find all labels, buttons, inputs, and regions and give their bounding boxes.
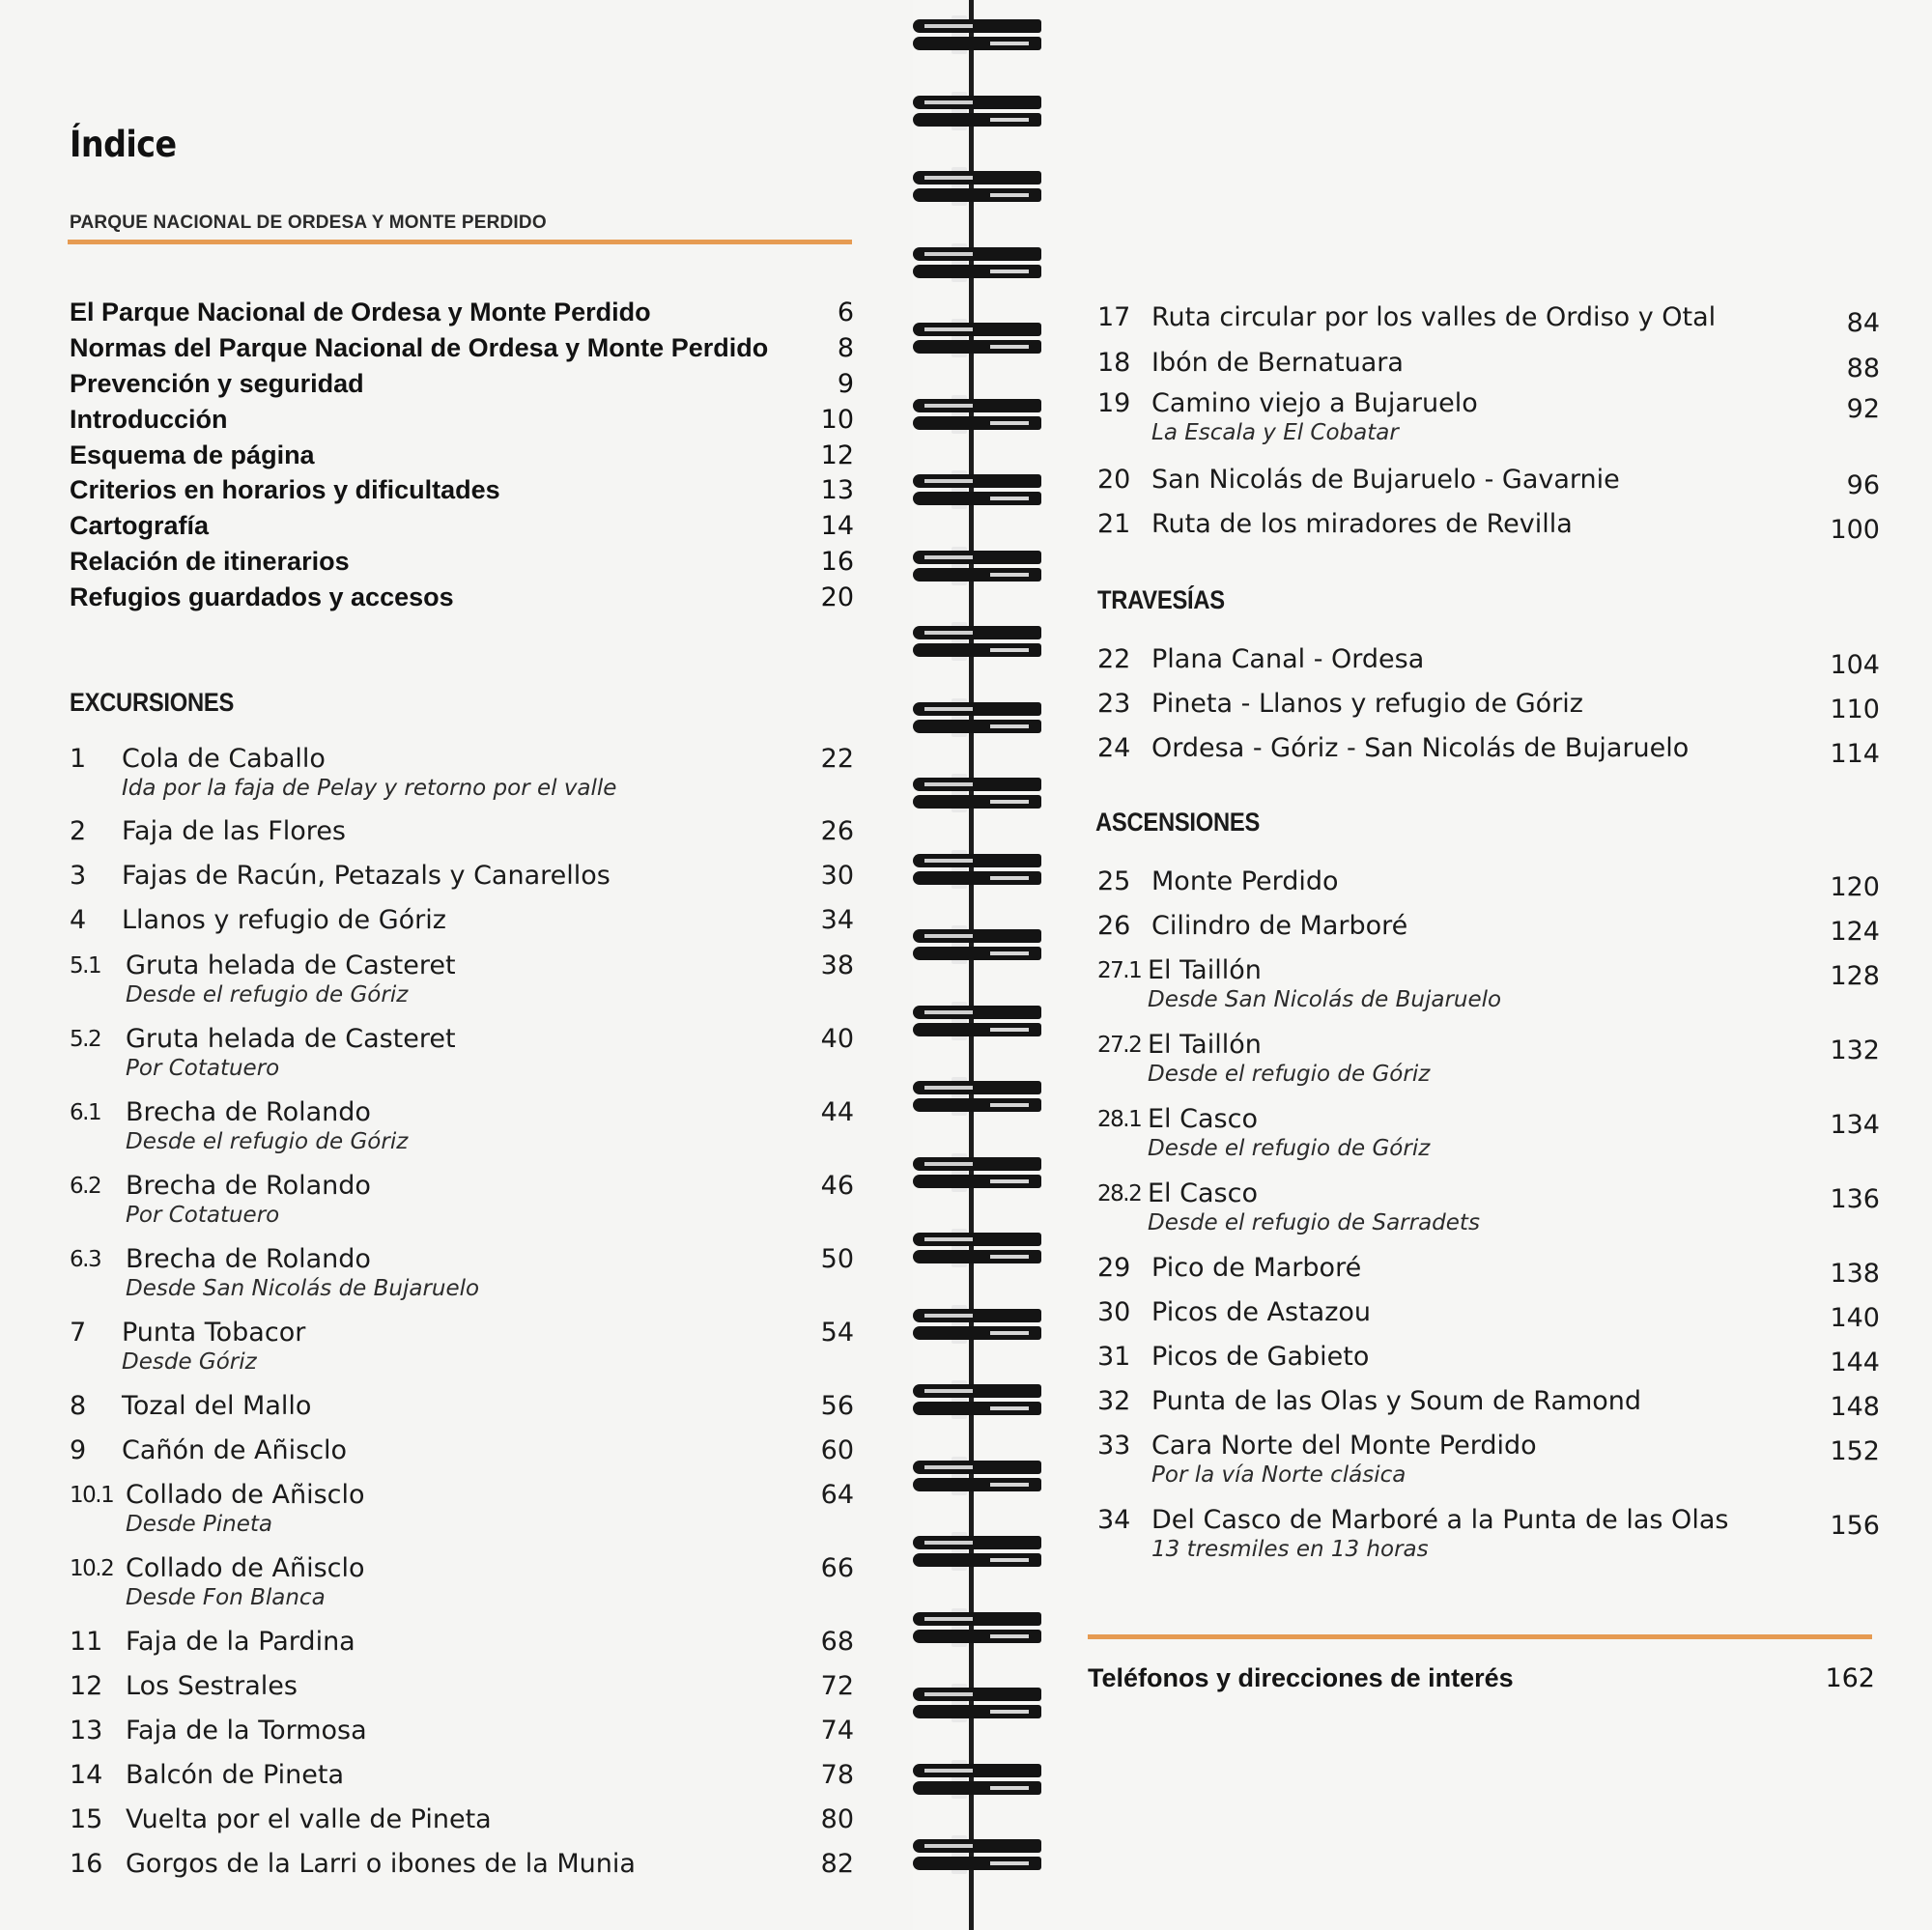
toc-entry[interactable]	[1097, 348, 1880, 383]
toc-entry[interactable]	[70, 1553, 854, 1617]
entry-subtitle: La Escala y El Cobatar	[1151, 420, 1399, 445]
entry-number: 14	[70, 1760, 103, 1790]
entry-page-number: 114	[1830, 739, 1880, 769]
spiral-coil	[913, 1608, 1041, 1647]
entry-number: 33	[1097, 1431, 1131, 1461]
entry-title: Llanos y refugio de Góriz	[122, 905, 446, 935]
entry-page-number: 134	[1830, 1110, 1880, 1140]
toc-entry[interactable]	[70, 1171, 854, 1235]
toc-entry[interactable]	[1097, 1297, 1880, 1332]
entry-subtitle: Por Cotatuero	[126, 1056, 280, 1081]
entry-page-number: 156	[1830, 1511, 1880, 1541]
intro-item-page: 9	[837, 368, 854, 399]
entry-number: 19	[1097, 388, 1131, 418]
spiral-coil	[913, 925, 1041, 964]
entry-title: Brecha de Rolando	[126, 1097, 371, 1127]
entry-number: 18	[1097, 348, 1131, 378]
toc-entry[interactable]	[1097, 911, 1880, 946]
toc-entry[interactable]	[1097, 955, 1880, 1019]
entry-title: Picos de Astazou	[1151, 1297, 1372, 1327]
spiral-coil	[913, 15, 1041, 54]
entry-page-number: 80	[820, 1804, 854, 1834]
entry-title: Fajas de Racún, Petazals y Canarellos	[122, 861, 611, 891]
entry-subtitle: 13 tresmiles en 13 horas	[1151, 1537, 1429, 1562]
entry-title: Del Casco de Marboré a la Punta de las Olas	[1151, 1505, 1729, 1535]
entry-page-number: 82	[820, 1849, 854, 1879]
spiral-coil	[913, 774, 1041, 812]
intro-item-label: Normas del Parque Nacional de Ordesa y Monte Perdido	[70, 332, 769, 362]
entry-page-number: 138	[1830, 1259, 1880, 1289]
intro-item-label: Relación de itinerarios	[70, 547, 350, 577]
entry-number: 24	[1097, 733, 1131, 763]
entry-page-number: 92	[1846, 394, 1880, 424]
entry-title: Collado de Añisclo	[126, 1480, 365, 1510]
intro-item-label: Cartografía	[70, 511, 210, 541]
entry-page-number: 78	[820, 1760, 854, 1790]
entry-number: 4	[70, 905, 87, 935]
toc-entry[interactable]	[1097, 1342, 1880, 1377]
entry-number: 16	[70, 1849, 103, 1879]
toc-entry[interactable]	[70, 951, 854, 1014]
intro-item[interactable]	[70, 295, 854, 330]
footer-entry[interactable]	[1088, 1663, 1875, 1693]
entry-page-number: 132	[1830, 1036, 1880, 1065]
entry-title: Gruta helada de Casteret	[126, 951, 456, 980]
spiral-coil	[913, 622, 1041, 661]
entry-number: 11	[70, 1627, 103, 1657]
entry-subtitle: Desde Góriz	[122, 1349, 257, 1375]
spiral-coil	[913, 1229, 1041, 1267]
intro-item[interactable]	[70, 366, 854, 402]
entry-number: 3	[70, 861, 87, 891]
entry-title: Ruta de los miradores de Revilla	[1151, 509, 1573, 539]
toc-entry[interactable]	[70, 1391, 854, 1426]
entry-title: El Casco	[1148, 1178, 1258, 1208]
entry-page-number: 38	[820, 951, 854, 980]
entry-title: Faja de la Tormosa	[126, 1716, 367, 1746]
travesias-heading: TRAVESÍAS	[1097, 585, 1225, 614]
entry-page-number: 110	[1830, 695, 1880, 724]
toc-entry[interactable]	[70, 1716, 854, 1750]
entry-title: Tozal del Mallo	[122, 1391, 312, 1421]
toc-entry[interactable]	[1097, 689, 1880, 724]
entry-subtitle: Desde el refugio de Góriz	[1148, 1136, 1431, 1161]
entry-number: 2	[70, 816, 87, 846]
entry-page-number: 84	[1846, 308, 1880, 338]
entry-subtitle: Desde el refugio de Góriz	[126, 982, 409, 1008]
entry-page-number: 88	[1846, 354, 1880, 383]
toc-entry[interactable]	[70, 1849, 854, 1884]
entry-title: Ibón de Bernatuara	[1151, 348, 1404, 378]
entry-number: 22	[1097, 644, 1131, 674]
entry-number: 32	[1097, 1386, 1131, 1416]
entry-subtitle: Desde Fon Blanca	[126, 1585, 326, 1610]
spiral-coil	[913, 243, 1041, 282]
entry-page-number: 96	[1846, 470, 1880, 500]
intro-item[interactable]	[70, 580, 854, 615]
entry-number: 8	[70, 1391, 87, 1421]
spiral-coil	[913, 698, 1041, 737]
entry-page-number: 56	[820, 1391, 854, 1421]
ascensiones-heading: ASCENSIONES	[1095, 808, 1261, 837]
spiral-coil	[913, 167, 1041, 206]
toc-entry[interactable]	[70, 1671, 854, 1706]
entry-page-number: 54	[820, 1318, 854, 1348]
entry-page-number: 34	[820, 905, 854, 935]
entry-title: Vuelta por el valle de Pineta	[126, 1804, 492, 1834]
spiral-coil	[913, 1760, 1041, 1799]
entry-page-number: 144	[1830, 1348, 1880, 1377]
entry-page-number: 128	[1830, 961, 1880, 991]
entry-number: 20	[1097, 465, 1131, 495]
spiral-coil	[913, 1835, 1041, 1874]
entry-number: 17	[1097, 302, 1131, 332]
toc-entry[interactable]	[1097, 1253, 1880, 1288]
intro-item-label: Introducción	[70, 404, 228, 434]
entry-title: Monte Perdido	[1151, 866, 1339, 896]
spiral-coil	[913, 319, 1041, 357]
intro-item[interactable]	[70, 544, 854, 580]
entry-number: 28.2	[1097, 1181, 1142, 1206]
excursiones-heading: EXCURSIONES	[70, 688, 235, 717]
intro-item-page: 16	[820, 547, 854, 578]
intro-item-label: Esquema de página	[70, 440, 315, 469]
entry-page-number: 136	[1830, 1184, 1880, 1214]
entry-page-number: 60	[820, 1435, 854, 1465]
entry-subtitle: Desde el refugio de Góriz	[126, 1129, 409, 1154]
toc-entry[interactable]	[1097, 465, 1880, 499]
entry-number: 10.1	[70, 1483, 114, 1508]
entry-page-number: 152	[1830, 1436, 1880, 1466]
entry-number: 28.1	[1097, 1107, 1142, 1132]
toc-entry[interactable]	[1097, 1030, 1880, 1093]
entry-page-number: 100	[1830, 515, 1880, 545]
entry-title: El Taillón	[1148, 1030, 1262, 1060]
entry-subtitle: Ida por la faja de Pelay y retorno por el valle	[122, 776, 617, 801]
intro-item-page: 6	[837, 297, 854, 327]
toc-entry[interactable]	[1097, 733, 1880, 768]
entry-page-number: 46	[820, 1171, 854, 1201]
toc-entry[interactable]	[70, 1804, 854, 1839]
entry-title: Cara Norte del Monte Perdido	[1151, 1431, 1537, 1461]
entry-title: Balcón de Pineta	[126, 1760, 345, 1790]
entry-number: 30	[1097, 1297, 1131, 1327]
footer-entry-page: 162	[1825, 1663, 1875, 1693]
entry-title: Picos de Gabieto	[1151, 1342, 1370, 1372]
page-title: Índice	[70, 124, 177, 165]
entry-number: 1	[70, 744, 87, 774]
entry-subtitle: Desde el refugio de Góriz	[1148, 1062, 1431, 1087]
entry-title: Punta de las Olas y Soum de Ramond	[1151, 1386, 1642, 1416]
entry-title: San Nicolás de Bujaruelo - Gavarnie	[1151, 465, 1620, 495]
entry-number: 12	[70, 1671, 103, 1701]
section-divider	[68, 240, 852, 244]
spiral-coil	[913, 1457, 1041, 1495]
entry-page-number: 44	[820, 1097, 854, 1127]
entry-number: 6.1	[70, 1100, 101, 1125]
toc-entry[interactable]	[1097, 388, 1880, 452]
toc-entry[interactable]	[70, 861, 854, 895]
entry-title: Brecha de Rolando	[126, 1171, 371, 1201]
entry-title: Los Sestrales	[126, 1671, 298, 1701]
intro-list	[70, 295, 854, 615]
toc-entry[interactable]	[1097, 1104, 1880, 1168]
entry-page-number: 50	[820, 1244, 854, 1274]
entry-number: 21	[1097, 509, 1131, 539]
entry-page-number: 120	[1830, 872, 1880, 902]
entry-subtitle: Desde San Nicolás de Bujaruelo	[1148, 987, 1502, 1012]
toc-entry[interactable]	[1097, 302, 1880, 337]
spiral-coil	[913, 1305, 1041, 1344]
toc-entry[interactable]	[70, 1244, 854, 1308]
toc-entry[interactable]	[70, 1480, 854, 1544]
toc-entry[interactable]	[1097, 509, 1880, 544]
entry-page-number: 124	[1830, 917, 1880, 947]
intro-item[interactable]	[70, 330, 854, 366]
intro-item[interactable]	[70, 472, 854, 508]
entry-number: 9	[70, 1435, 87, 1465]
intro-item-label: Criterios en horarios y dificultades	[70, 475, 500, 505]
spiral-coil	[913, 1077, 1041, 1116]
entry-page-number: 22	[820, 744, 854, 774]
toc-entry[interactable]	[70, 1435, 854, 1470]
spiral-coil	[913, 1532, 1041, 1571]
entry-number: 34	[1097, 1505, 1131, 1535]
intro-item-page: 14	[820, 511, 854, 542]
intro-item-label: Refugios guardados y accesos	[70, 582, 454, 612]
entry-page-number: 140	[1830, 1303, 1880, 1333]
toc-entry[interactable]	[70, 1760, 854, 1795]
toc-entry[interactable]	[1097, 1431, 1880, 1494]
entry-title: Cañón de Añisclo	[122, 1435, 348, 1465]
entry-page-number: 72	[820, 1671, 854, 1701]
intro-item-page: 20	[820, 582, 854, 613]
spiral-coil	[913, 850, 1041, 889]
spiral-coil	[913, 1380, 1041, 1419]
intro-item-page: 8	[837, 332, 854, 363]
entry-number: 26	[1097, 911, 1131, 941]
entry-title: El Casco	[1148, 1104, 1258, 1134]
intro-item[interactable]	[70, 438, 854, 473]
toc-entry[interactable]	[70, 1318, 854, 1381]
entry-number: 10.2	[70, 1556, 114, 1581]
entry-title: Camino viejo a Bujaruelo	[1151, 388, 1478, 418]
spiral-coil	[913, 547, 1041, 585]
intro-item-label: El Parque Nacional de Ordesa y Monte Perdido	[70, 297, 651, 326]
toc-entry[interactable]	[70, 1627, 854, 1661]
entry-number: 29	[1097, 1253, 1131, 1283]
entry-subtitle: Desde San Nicolás de Bujaruelo	[126, 1276, 480, 1301]
entry-number: 27.1	[1097, 958, 1142, 983]
spiral-coil	[913, 92, 1041, 130]
entry-number: 23	[1097, 689, 1131, 719]
toc-entry[interactable]	[70, 744, 854, 808]
intro-item[interactable]	[70, 402, 854, 438]
entry-number: 13	[70, 1716, 103, 1746]
entry-title: Punta Tobacor	[122, 1318, 306, 1348]
intro-item-page: 13	[820, 475, 854, 506]
toc-entry[interactable]	[70, 905, 854, 940]
spiral-coil	[913, 395, 1041, 434]
section-label: PARQUE NACIONAL DE ORDESA Y MONTE PERDIDO	[70, 213, 547, 233]
toc-entry[interactable]	[1097, 866, 1880, 901]
entry-number: 5.1	[70, 953, 101, 979]
entry-page-number: 74	[820, 1716, 854, 1746]
footer-divider	[1088, 1634, 1872, 1639]
toc-entry[interactable]	[1097, 1505, 1880, 1569]
intro-item-page: 10	[820, 404, 854, 435]
toc-entry[interactable]	[70, 816, 854, 851]
entry-title: Cola de Caballo	[122, 744, 326, 774]
entry-number: 6.3	[70, 1247, 101, 1272]
entry-number: 6.2	[70, 1174, 101, 1199]
entry-title: Pineta - Llanos y refugio de Góriz	[1151, 689, 1583, 719]
toc-entry[interactable]	[1097, 1178, 1880, 1242]
entry-page-number: 30	[820, 861, 854, 891]
entry-page-number: 148	[1830, 1392, 1880, 1422]
entry-number: 7	[70, 1318, 87, 1348]
toc-entry[interactable]	[70, 1024, 854, 1088]
entry-number: 5.2	[70, 1027, 101, 1052]
spiral-coil	[913, 1002, 1041, 1040]
entry-title: Ordesa - Góriz - San Nicolás de Bujaruelo	[1151, 733, 1690, 763]
entry-page-number: 66	[820, 1553, 854, 1583]
spiral-coil	[913, 1153, 1041, 1192]
entry-title: Faja de las Flores	[122, 816, 346, 846]
entry-number: 31	[1097, 1342, 1131, 1372]
toc-entry[interactable]	[70, 1097, 854, 1161]
entry-title: El Taillón	[1148, 955, 1262, 985]
intro-item-label: Prevención y seguridad	[70, 368, 364, 398]
entry-title: Ruta circular por los valles de Ordiso y Otal	[1151, 302, 1717, 332]
toc-entry[interactable]	[1097, 1386, 1880, 1421]
spiral-coil	[913, 1684, 1041, 1722]
intro-item[interactable]	[70, 508, 854, 544]
entry-title: Collado de Añisclo	[126, 1553, 365, 1583]
toc-entry[interactable]	[1097, 644, 1880, 679]
entry-subtitle: Por la vía Norte clásica	[1151, 1462, 1406, 1488]
entry-title: Faja de la Pardina	[126, 1627, 355, 1657]
entry-subtitle: Por Cotatuero	[126, 1203, 280, 1228]
footer-entry-label: Teléfonos y direcciones de interés	[1088, 1663, 1514, 1692]
entry-title: Plana Canal - Ordesa	[1151, 644, 1425, 674]
spiral-binding	[903, 0, 1038, 1930]
entry-title: Brecha de Rolando	[126, 1244, 371, 1274]
entry-number: 25	[1097, 866, 1131, 896]
entry-page-number: 68	[820, 1627, 854, 1657]
entry-page-number: 26	[820, 816, 854, 846]
entry-title: Gorgos de la Larri o ibones de la Munia	[126, 1849, 636, 1879]
entry-title: Gruta helada de Casteret	[126, 1024, 456, 1054]
entry-number: 27.2	[1097, 1033, 1142, 1058]
entry-subtitle: Desde el refugio de Sarradets	[1148, 1210, 1480, 1235]
intro-item-page: 12	[820, 440, 854, 470]
spiral-coil	[913, 470, 1041, 509]
entry-page-number: 40	[820, 1024, 854, 1054]
entry-page-number: 64	[820, 1480, 854, 1510]
entry-page-number: 104	[1830, 650, 1880, 680]
entry-title: Pico de Marboré	[1151, 1253, 1362, 1283]
entry-subtitle: Desde Pineta	[126, 1512, 273, 1537]
entry-title: Cilindro de Marboré	[1151, 911, 1408, 941]
entry-number: 15	[70, 1804, 103, 1834]
